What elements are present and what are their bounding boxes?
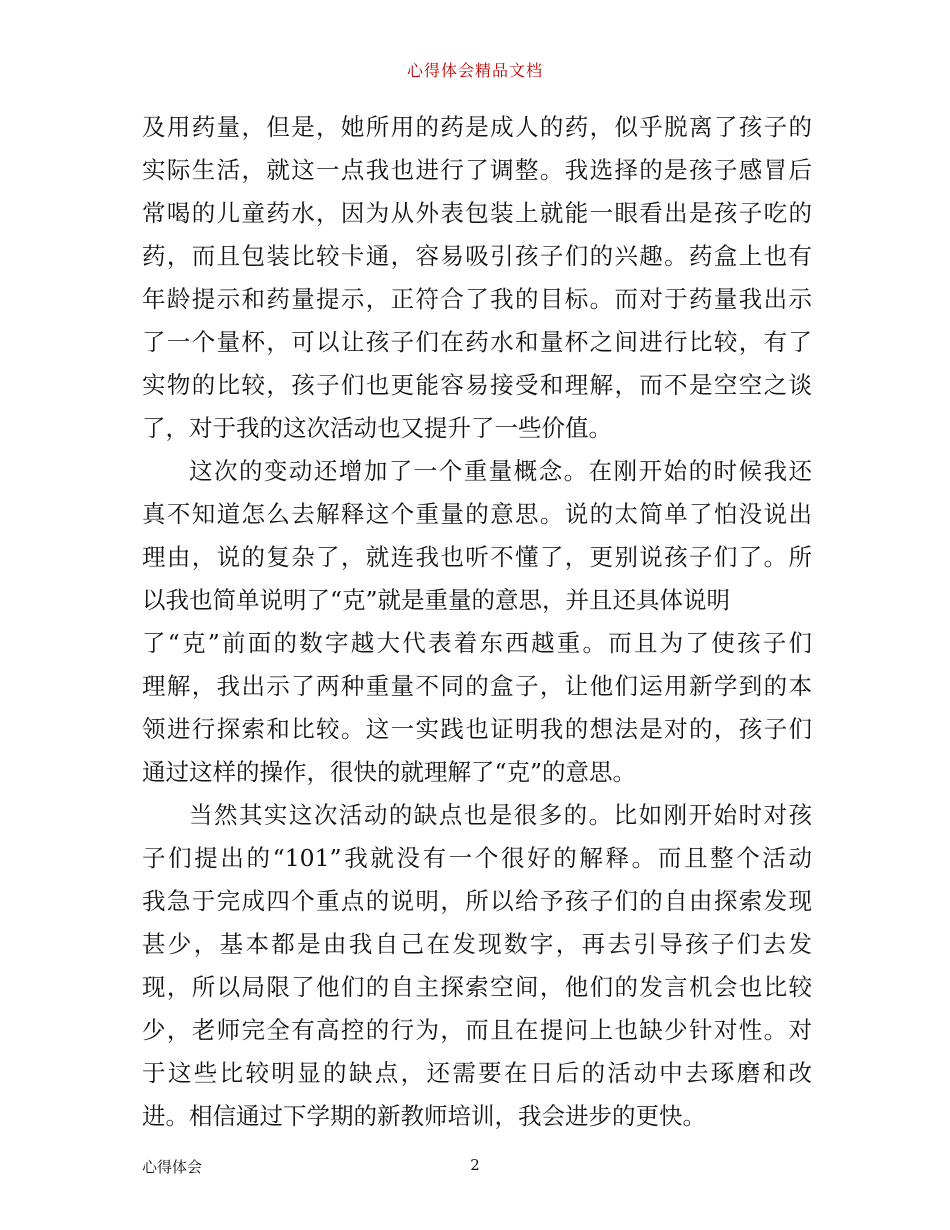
paragraph-2-line-6: 理解，我出示了两种重量不同的盒子，让他们运用新学到的本 xyxy=(142,672,812,700)
paragraph-1-line-4: 药，而且包装比较卡通，容易吸引孩子们的兴趣。药盒上也有 xyxy=(142,242,812,270)
page-number: 2 xyxy=(470,1156,480,1174)
paragraph-2-line-5: 了“克”前面的数字越大代表着东西越重。而且为了使孩子们 xyxy=(142,629,812,657)
paragraph-2-line-1: 这次的变动还增加了一个重量概念。在刚开始的时候我还 xyxy=(189,457,812,485)
paragraph-1-line-7: 实物的比较，孩子们也更能容易接受和理解，而不是空空之谈 xyxy=(142,371,812,399)
page-header-title: 心得体会精品文档 xyxy=(406,61,543,80)
paragraph-2-line-3: 理由，说的复杂了，就连我也听不懂了，更别说孩子们了。所 xyxy=(142,543,812,571)
paragraph-2-line-7: 领进行探索和比较。这一实践也证明我的想法是对的，孩子们 xyxy=(142,715,812,743)
paragraph-3-line-4: 甚少，基本都是由我自己在发现数字，再去引导孩子们去发 xyxy=(142,930,812,958)
paragraph-3-line-1: 当然其实这次活动的缺点也是很多的。比如刚开始时对孩 xyxy=(189,801,812,829)
paragraph-3-line-2: 子们提出的“101”我就没有一个很好的解释。而且整个活动 xyxy=(142,844,812,872)
paragraph-1-line-3: 常喝的儿童药水，因为从外表包装上就能一眼看出是孩子吃的 xyxy=(142,199,812,227)
paragraph-2-line-2: 真不知道怎么去解释这个重量的意思。说的太简单了怕没说出 xyxy=(142,500,812,528)
footer-label: 心得体会 xyxy=(142,1158,203,1176)
paragraph-2-line-4: 以我也简单说明了“克”就是重量的意思，并且还具体说明 xyxy=(142,586,731,614)
paragraph-3-line-8: 进。相信通过下学期的新教师培训，我会进步的更快。 xyxy=(142,1102,706,1130)
paragraph-3-line-7: 于这些比较明显的缺点，还需要在日后的活动中去琢磨和改 xyxy=(142,1059,812,1087)
paragraph-3-line-6: 少，老师完全有高控的行为，而且在提问上也缺少针对性。对 xyxy=(142,1016,812,1044)
paragraph-1-line-1: 及用药量，但是，她所用的药是成人的药，似乎脱离了孩子的 xyxy=(142,113,812,141)
paragraph-3-line-5: 现，所以局限了他们的自主探索空间，他们的发言机会也比较 xyxy=(142,973,812,1001)
paragraph-2-line-8: 通过这样的操作，很快的就理解了“克”的意思。 xyxy=(142,758,637,786)
paragraph-1-line-5: 年龄提示和药量提示，正符合了我的目标。而对于药量我出示 xyxy=(142,285,812,313)
paragraph-3-line-3: 我急于完成四个重点的说明，所以给予孩子们的自由探索发现 xyxy=(142,887,812,915)
paragraph-1-line-2: 实际生活，就这一点我也进行了调整。我选择的是孩子感冒后 xyxy=(142,156,812,184)
paragraph-1-line-6: 了一个量杯，可以让孩子们在药水和量杯之间进行比较，有了 xyxy=(142,328,812,356)
paragraph-1-line-8: 了，对于我的这次活动也又提升了一些价值。 xyxy=(142,414,612,442)
document-body xyxy=(142,106,812,1138)
